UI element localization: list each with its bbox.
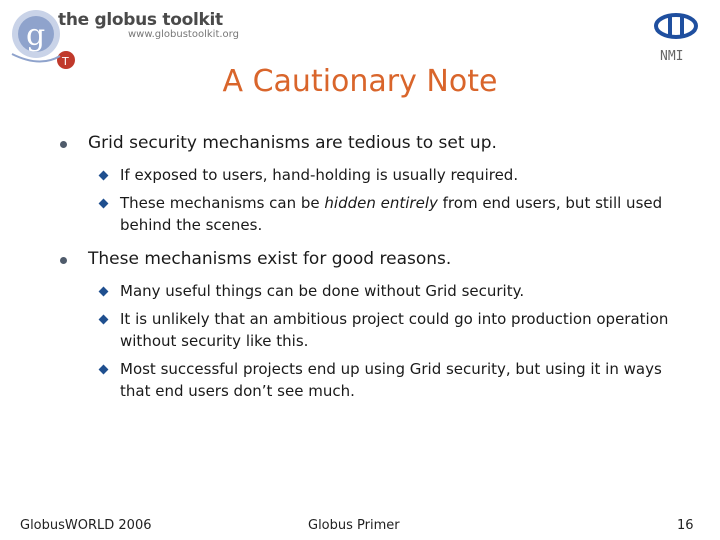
bullet-item xyxy=(56,248,696,270)
sub-bullet-item xyxy=(56,358,696,402)
sub-bullet-emphasis: hidden entirely xyxy=(324,194,438,212)
logo-url: www.globustoolkit.org xyxy=(128,29,239,40)
bullet-item xyxy=(56,132,696,154)
sub-bullet-text-post: from end users, but still used behind the scenes. xyxy=(120,194,663,234)
sub-bullet-item xyxy=(56,164,696,186)
diamond-bullet-icon xyxy=(99,287,109,297)
sub-bullet-item xyxy=(56,308,696,352)
logo-text: the globus toolkit xyxy=(58,10,223,30)
nmi-label: NMI xyxy=(660,49,684,64)
footer-center: Globus Primer xyxy=(308,518,400,533)
nmi-logo xyxy=(650,10,706,68)
sub-bullet-text: It is unlikely that an ambitious project could go into production operation without security like this. xyxy=(120,310,669,350)
bullet-list xyxy=(56,132,696,402)
nmi-logo-graphic xyxy=(650,10,706,68)
footer-left: GlobusWORLD 2006 xyxy=(20,518,152,533)
diamond-bullet-icon xyxy=(99,315,109,325)
bullet-text: Grid security mechanisms are tedious to set up. xyxy=(88,133,497,153)
diamond-bullet-icon xyxy=(99,171,109,181)
bullet-text: These mechanisms exist for good reasons. xyxy=(88,249,452,269)
bullet-dot-icon xyxy=(60,257,67,264)
sub-bullet-text: Many useful things can be done without Grid security. xyxy=(120,282,525,300)
sub-bullet-text: If exposed to users, hand-holding is usually required. xyxy=(120,166,519,184)
sub-bullet-item xyxy=(56,192,696,236)
sub-bullet-text: Most successful projects end up using Grid security, but using it in ways that end users don’t see much. xyxy=(120,360,662,400)
diamond-bullet-icon xyxy=(99,199,109,209)
logo-t-letter: T xyxy=(62,55,69,68)
slide-title: A Cautionary Note xyxy=(222,64,498,99)
diamond-bullet-icon xyxy=(99,365,109,375)
page-number: 16 xyxy=(677,518,694,533)
sub-bullet-text-pre: These mechanisms can be xyxy=(120,194,325,212)
logo-g-letter: g xyxy=(26,18,46,53)
sub-bullet-item xyxy=(56,280,696,302)
bullet-dot-icon xyxy=(60,141,67,148)
